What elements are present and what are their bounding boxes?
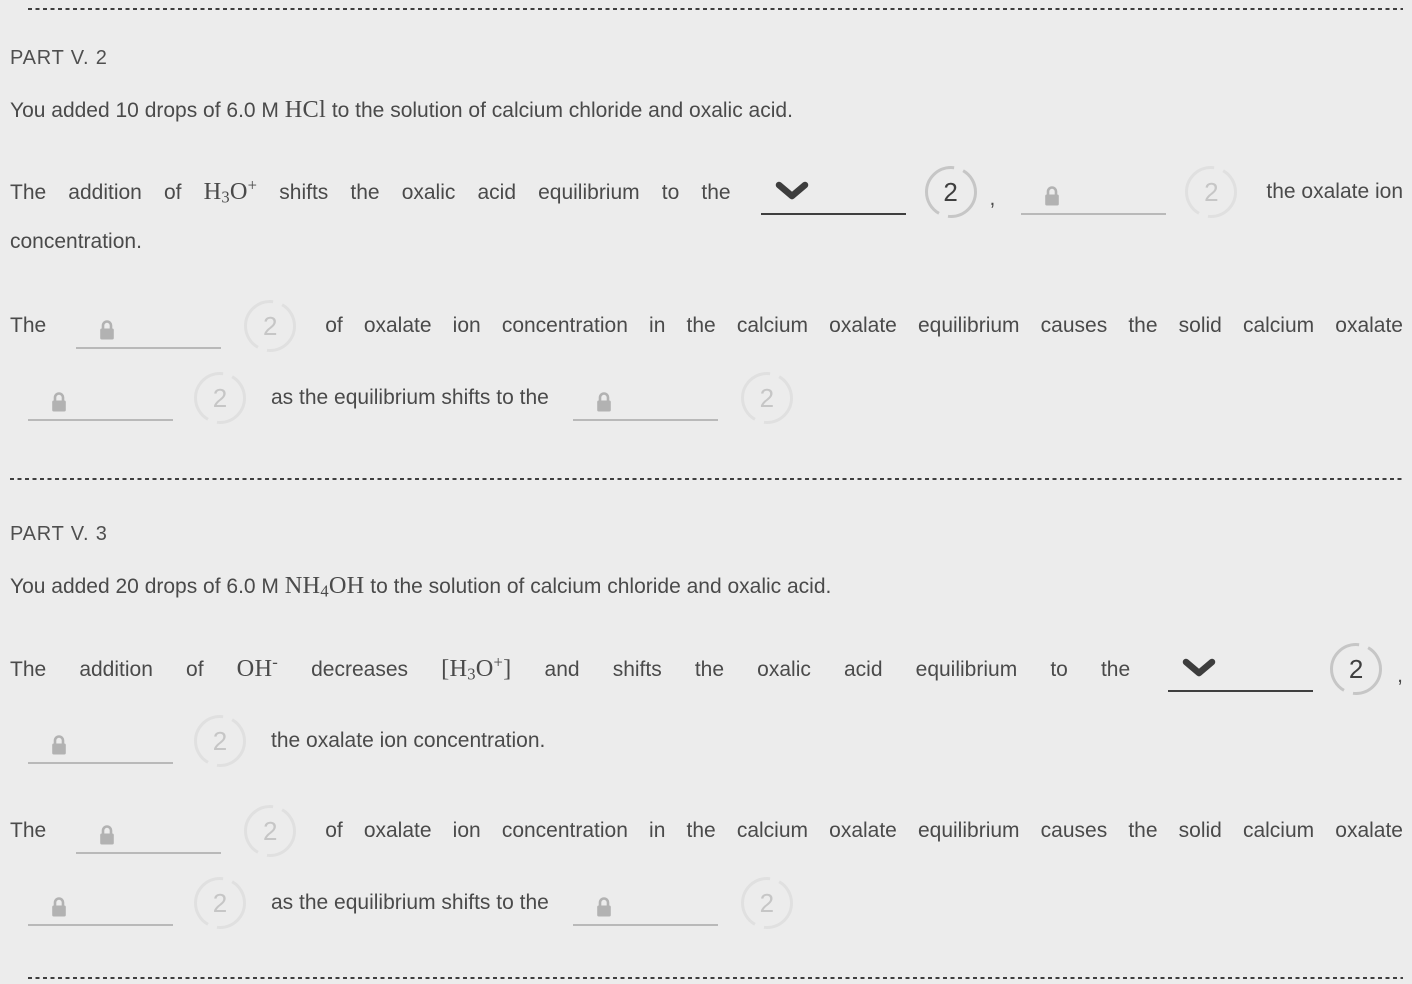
locked-answer-blank bbox=[28, 718, 173, 764]
part-v3-intro bbox=[10, 572, 1403, 601]
question-text: of oxalate ion concentration in the calcium oxalate equilibrium causes the solid calcium oxalate bbox=[325, 819, 1403, 842]
chevron-down-icon bbox=[775, 181, 809, 201]
points-badge-locked bbox=[193, 371, 247, 425]
answer-dropdown[interactable] bbox=[1168, 646, 1313, 692]
points-badge-locked bbox=[193, 714, 247, 768]
points-badge-locked bbox=[243, 804, 297, 858]
points-value: 2 bbox=[212, 725, 228, 756]
lock-icon bbox=[98, 824, 116, 846]
question-text-wrap: concentration. bbox=[10, 230, 142, 253]
quiz-page bbox=[0, 8, 1412, 984]
locked-answer-blank bbox=[28, 880, 173, 926]
section-divider-bottom bbox=[28, 977, 1403, 979]
points-badge-locked bbox=[740, 876, 794, 930]
points-value: 2 bbox=[262, 815, 278, 846]
question-text: as the equilibrium shifts to the bbox=[271, 891, 549, 914]
points-badge-locked bbox=[243, 299, 297, 353]
question-text: The bbox=[10, 819, 47, 842]
part-v3-heading: PART V. 3 bbox=[10, 523, 108, 545]
part-v2-intro bbox=[10, 96, 1403, 125]
question-text bbox=[10, 175, 731, 207]
locked-answer-blank bbox=[573, 880, 718, 926]
question-text-tail: the oxalate ion bbox=[1266, 180, 1403, 203]
points-value: 2 bbox=[759, 887, 775, 918]
q-text-post: and shifts the oxalic acid equilibrium to the bbox=[511, 657, 1131, 681]
chem-formula-nh4oh: $NH_4OH$ bbox=[284, 572, 365, 601]
points-badge-locked bbox=[193, 876, 247, 930]
p2-q2-row2 bbox=[10, 362, 1403, 434]
lock-icon bbox=[595, 896, 613, 918]
intro-text-pre: You added 20 drops of 6.0 M bbox=[10, 575, 285, 598]
p3-q2-row2 bbox=[10, 867, 1403, 939]
p3-q1-row bbox=[10, 633, 1403, 705]
chem-formula-hcl: HCl bbox=[284, 96, 326, 123]
q-text-post: shifts the oxalic acid equilibrium to the bbox=[257, 180, 731, 204]
q-text-pre: The addition of bbox=[10, 657, 237, 681]
points-value: 2 bbox=[262, 310, 278, 341]
question-text: the oxalate ion concentration. bbox=[271, 729, 546, 752]
chem-formula-oh: OH- bbox=[236, 652, 278, 682]
question-text bbox=[10, 652, 1131, 684]
points-value: 2 bbox=[943, 176, 958, 207]
points-badge bbox=[1329, 642, 1383, 696]
lock-icon bbox=[1043, 185, 1061, 207]
chem-formula-h3o-brackets: $[H_3O^+]$ bbox=[441, 652, 512, 684]
locked-answer-blank bbox=[28, 375, 173, 421]
question-text: of oxalate ion concentration in the calcium oxalate equilibrium causes the solid calcium oxalate bbox=[325, 314, 1403, 337]
part-v2-section bbox=[10, 46, 1403, 434]
points-badge-locked bbox=[740, 371, 794, 425]
lock-icon bbox=[50, 734, 68, 756]
locked-answer-blank bbox=[573, 375, 718, 421]
locked-answer-blank bbox=[1021, 169, 1166, 215]
q-text-pre: The addition of bbox=[10, 180, 204, 204]
question-text: as the equilibrium shifts to the bbox=[271, 386, 549, 409]
locked-answer-blank bbox=[76, 303, 221, 349]
section-divider-top bbox=[28, 8, 1403, 10]
intro-text-pre: You added 10 drops of 6.0 M bbox=[10, 99, 285, 122]
section-divider-mid bbox=[10, 478, 1403, 480]
locked-answer-blank bbox=[76, 808, 221, 854]
p3-q1-row2 bbox=[10, 705, 1403, 777]
p2-q1-row bbox=[10, 156, 1403, 228]
question-text: The bbox=[10, 314, 47, 337]
q-text-mid: decreases bbox=[277, 657, 442, 681]
lock-icon bbox=[50, 896, 68, 918]
chevron-down-icon bbox=[1182, 658, 1216, 678]
p3-q2-row1 bbox=[10, 795, 1403, 867]
points-value: 2 bbox=[1204, 176, 1219, 207]
points-badge-locked bbox=[1184, 165, 1238, 219]
points-value: 2 bbox=[759, 382, 775, 413]
chem-formula-h3o: $H_3O^+$ bbox=[203, 175, 258, 207]
points-value: 2 bbox=[212, 382, 228, 413]
answer-dropdown[interactable] bbox=[761, 169, 906, 215]
points-value: 2 bbox=[1348, 653, 1364, 684]
part-v3-section bbox=[10, 522, 1403, 939]
lock-icon bbox=[98, 319, 116, 341]
part-v2-heading: PART V. 2 bbox=[10, 47, 108, 69]
lock-icon bbox=[595, 391, 613, 413]
separator-comma: , bbox=[989, 187, 996, 210]
intro-text-post: to the solution of calcium chloride and oxalic acid. bbox=[364, 575, 832, 598]
intro-text-post: to the solution of calcium chloride and oxalic acid. bbox=[325, 99, 793, 122]
points-value: 2 bbox=[212, 887, 228, 918]
lock-icon bbox=[50, 391, 68, 413]
p2-q2-row1 bbox=[10, 290, 1403, 362]
separator-comma: , bbox=[1397, 664, 1403, 687]
points-badge bbox=[924, 165, 978, 219]
